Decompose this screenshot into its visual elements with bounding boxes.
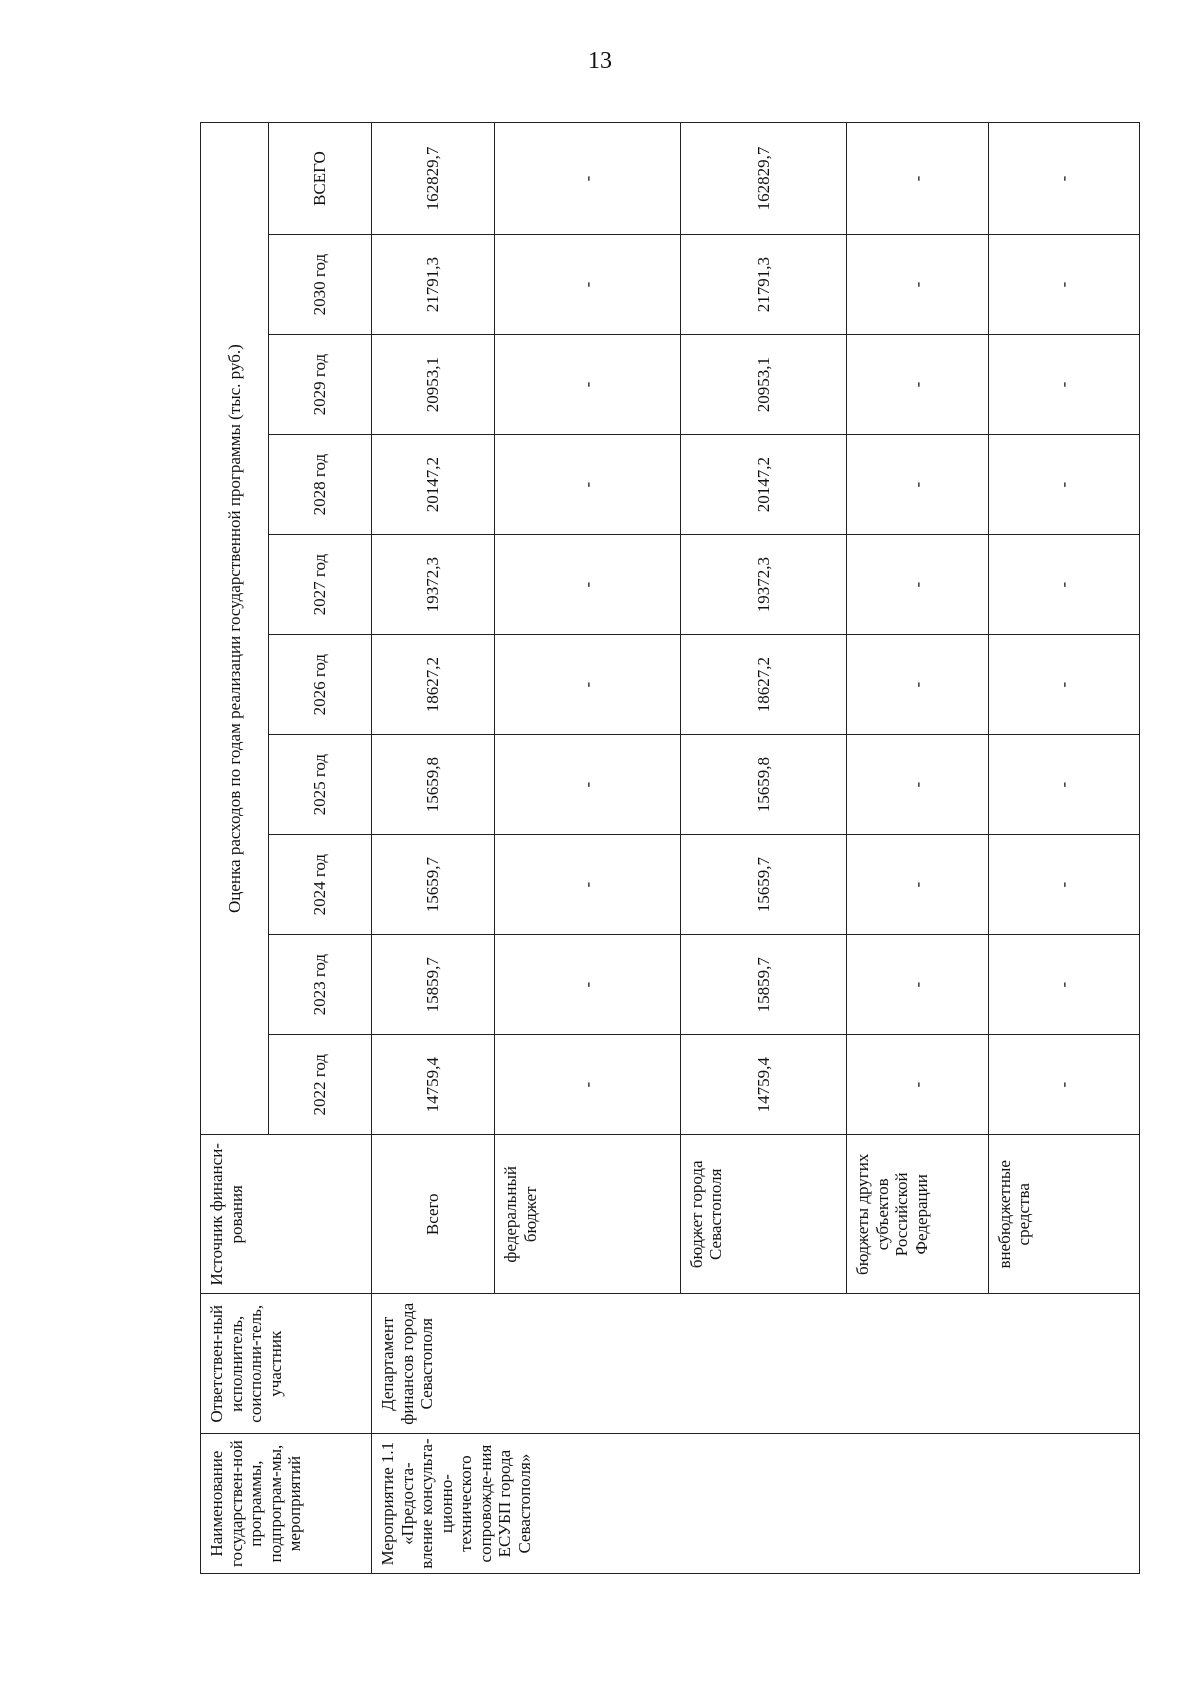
amount-cell: - xyxy=(988,235,1139,335)
rotated-table-wrapper xyxy=(200,122,1140,1574)
amount-cell: 20953,1 xyxy=(372,335,495,435)
funding-source: федеральный бюджет xyxy=(495,1135,681,1294)
amount-cell: - xyxy=(847,835,989,935)
table-row xyxy=(372,123,495,1574)
amount-cell: - xyxy=(847,123,989,235)
amount-cell: 20147,2 xyxy=(372,435,495,535)
measure-name: Мероприятие 1.1 «Предоста-вление консульта-ционно-технического сопровожде-ния ЕСУБП города Севастополя» xyxy=(372,1434,1140,1574)
funding-source: Всего xyxy=(372,1135,495,1294)
amount-cell: 162829,7 xyxy=(680,123,846,235)
amount-cell: - xyxy=(988,435,1139,535)
amount-cell: 14759,4 xyxy=(372,1035,495,1135)
amount-cell: - xyxy=(988,1035,1139,1135)
header-responsible: Ответствен-ный исполнитель, соисполни-тель, участник xyxy=(201,1294,372,1434)
amount-cell: - xyxy=(847,535,989,635)
amount-cell: 21791,3 xyxy=(680,235,846,335)
amount-cell: - xyxy=(495,1035,681,1135)
amount-cell: - xyxy=(988,635,1139,735)
amount-cell: 162829,7 xyxy=(372,123,495,235)
amount-cell: - xyxy=(847,235,989,335)
amount-cell: - xyxy=(847,335,989,435)
amount-cell: - xyxy=(495,935,681,1035)
year-header: 2030 год xyxy=(269,235,372,335)
amount-cell: - xyxy=(988,335,1139,435)
amount-cell: - xyxy=(495,635,681,735)
year-header: 2024 год xyxy=(269,835,372,935)
amount-cell: 18627,2 xyxy=(680,635,846,735)
amount-cell: - xyxy=(495,535,681,635)
amount-cell: - xyxy=(988,835,1139,935)
amount-cell: 21791,3 xyxy=(372,235,495,335)
header-source: Источник финанси-рования xyxy=(201,1135,372,1294)
year-header: 2029 год xyxy=(269,335,372,435)
amount-cell: - xyxy=(988,535,1139,635)
year-header: ВСЕГО xyxy=(269,123,372,235)
amount-cell: 15659,8 xyxy=(372,735,495,835)
funding-source: внебюджетные средства xyxy=(988,1135,1139,1294)
amount-cell: - xyxy=(847,1035,989,1135)
year-header: 2026 год xyxy=(269,635,372,735)
amount-cell: - xyxy=(847,635,989,735)
amount-cell: 15659,8 xyxy=(680,735,846,835)
amount-cell: 18627,2 xyxy=(372,635,495,735)
header-name: Наименование государствен-ной программы, подпрограм-мы, мероприятий xyxy=(201,1434,372,1574)
amount-cell: 15859,7 xyxy=(372,935,495,1035)
table-body xyxy=(372,123,1140,1574)
amount-cell: - xyxy=(495,335,681,435)
amount-cell: - xyxy=(847,435,989,535)
budget-table xyxy=(200,122,1140,1574)
header-estimate-group: Оценка расходов по годам реализации государственной программы (тыс. руб.) xyxy=(201,123,269,1135)
amount-cell: 15859,7 xyxy=(680,935,846,1035)
year-header: 2028 год xyxy=(269,435,372,535)
year-header: 2023 год xyxy=(269,935,372,1035)
amount-cell: - xyxy=(988,123,1139,235)
amount-cell: - xyxy=(495,835,681,935)
amount-cell: 14759,4 xyxy=(680,1035,846,1135)
responsible-executor: Департамент финансов города Севастополя xyxy=(372,1294,1140,1434)
amount-cell: 15659,7 xyxy=(372,835,495,935)
amount-cell: - xyxy=(495,235,681,335)
amount-cell: 20953,1 xyxy=(680,335,846,435)
amount-cell: - xyxy=(495,735,681,835)
funding-source: бюджет города Севастополя xyxy=(680,1135,846,1294)
year-header: 2027 год xyxy=(269,535,372,635)
page-number: 13 xyxy=(588,48,612,74)
amount-cell: - xyxy=(988,935,1139,1035)
amount-cell: - xyxy=(847,735,989,835)
amount-cell: - xyxy=(988,735,1139,835)
year-header: 2025 год xyxy=(269,735,372,835)
amount-cell: 19372,3 xyxy=(680,535,846,635)
amount-cell: - xyxy=(847,935,989,1035)
amount-cell: 15659,7 xyxy=(680,835,846,935)
amount-cell: 20147,2 xyxy=(680,435,846,535)
funding-source: бюджеты других субъектов Российской Федерации xyxy=(847,1135,989,1294)
year-header: 2022 год xyxy=(269,1035,372,1135)
amount-cell: - xyxy=(495,123,681,235)
amount-cell: 19372,3 xyxy=(372,535,495,635)
amount-cell: - xyxy=(495,435,681,535)
